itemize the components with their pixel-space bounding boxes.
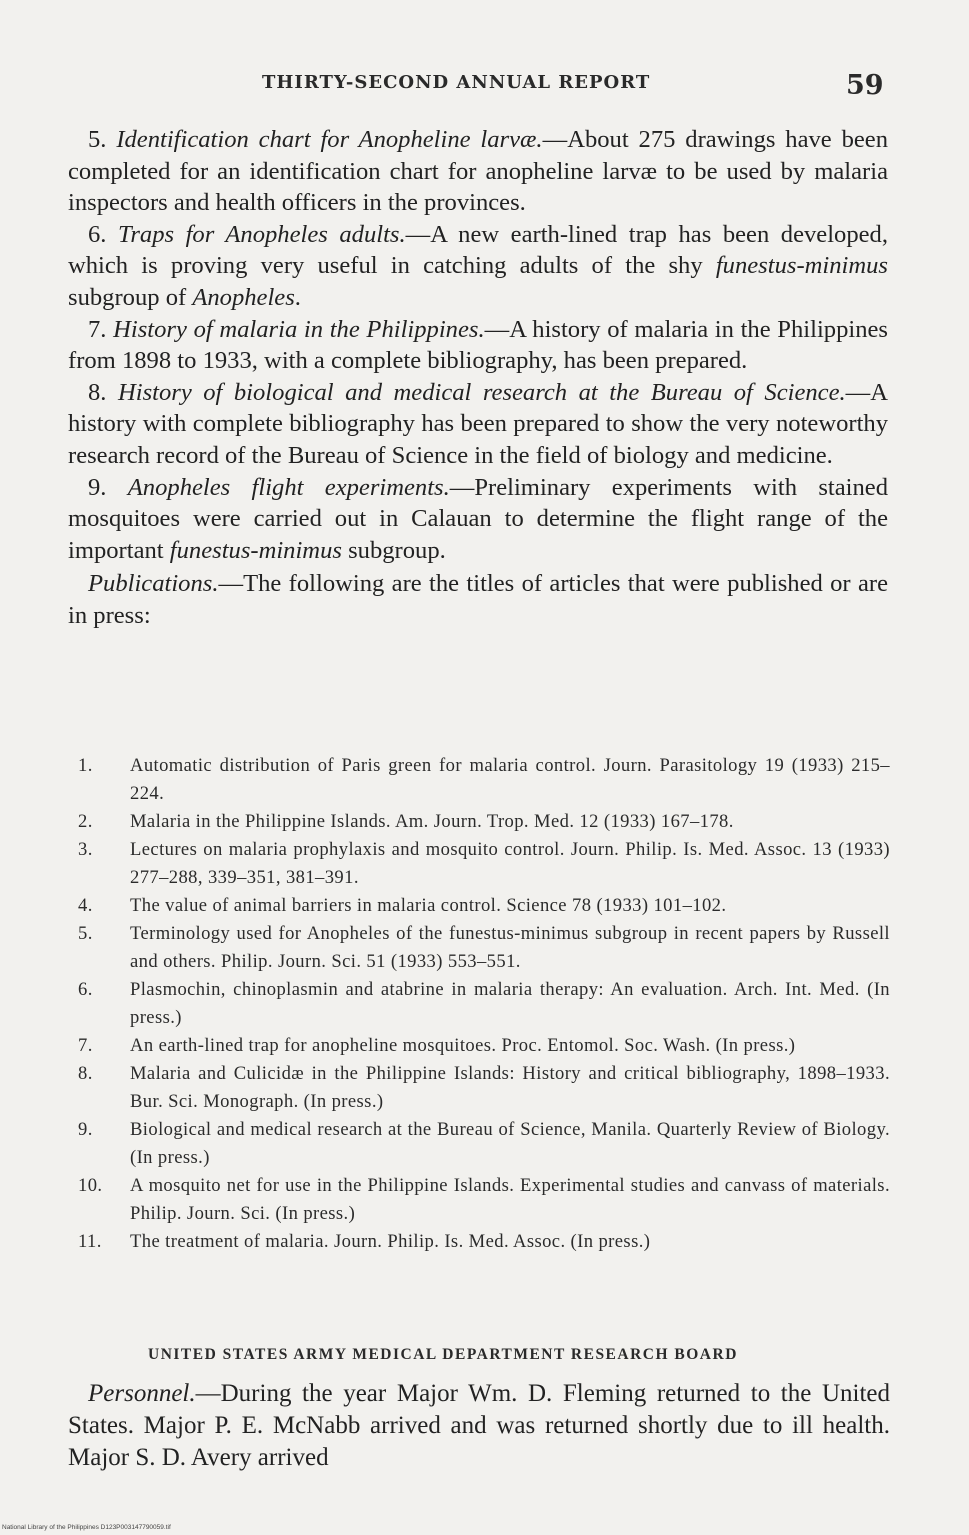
- para-number: 7.: [88, 315, 107, 343]
- para-number: 6.: [88, 220, 107, 248]
- ref-number: 7.: [78, 1035, 93, 1056]
- ref-text: Plasmochin, chinoplasmin and atabrine in malaria therapy: An evaluation. Arch. Int. Med. (In press.): [130, 979, 890, 1028]
- para-number: 9.: [88, 473, 107, 501]
- personnel-text: —During the year Major Wm. D. Fleming returned to the United States. Major P. E. McNabb arrived and was returned shortly due to ill health. Major S. D. Avery arrived: [68, 1380, 890, 1471]
- para-text: subgroup of: [68, 283, 193, 311]
- ref-text: Terminology used for Anopheles of the funestus-minimus subgroup in recent papers by Russell and others. Philip. Journ. Sci. 51 (1933) 553–551.: [130, 923, 890, 972]
- list-item: [78, 808, 890, 836]
- section-heading: UNITED STATES ARMY MEDICAL DEPARTMENT RESEARCH BOARD: [148, 1346, 738, 1363]
- ref-text: An earth-lined trap for anopheline mosquitoes. Proc. Entomol. Soc. Wash. (In press.): [130, 1035, 796, 1056]
- para-text: —A history of malaria in the Philippines from 1898 to 1933, with a complete bibliography, has been prepared.: [68, 315, 888, 375]
- ref-text: Malaria in the Philippine Islands. Am. Journ. Trop. Med. 12 (1933) 167–178.: [130, 811, 734, 832]
- ref-text: The treatment of malaria. Journ. Philip. Is. Med. Assoc. (In press.): [130, 1231, 651, 1252]
- ref-number: 11.: [78, 1231, 102, 1252]
- publications-intro: [68, 568, 888, 631]
- para-italic: funestus-minimus: [169, 536, 342, 564]
- paragraph-9: [68, 472, 888, 567]
- list-item: [78, 1228, 890, 1256]
- personnel-paragraph: [68, 1378, 890, 1474]
- para-number: 5.: [88, 126, 107, 153]
- ref-number: 9.: [78, 1119, 93, 1140]
- ref-text: Lectures on malaria prophylaxis and mosquito control. Journ. Philip. Is. Med. Assoc. 13 (1933) 277–288, 339–351, 381–391.: [130, 839, 890, 888]
- personnel-title: Personnel.: [88, 1380, 196, 1407]
- page-number: 59: [846, 70, 884, 101]
- paragraph-6: [68, 219, 888, 314]
- publications-title: Publications.: [88, 570, 219, 598]
- list-item: [78, 1032, 890, 1060]
- ref-text: Biological and medical research at the Bureau of Science, Manila. Quarterly Review of Biology. (In press.): [130, 1119, 890, 1168]
- publication-list: [78, 752, 890, 1256]
- list-item: [78, 920, 890, 976]
- list-item: [78, 1060, 890, 1116]
- ref-number: 8.: [78, 1063, 93, 1084]
- list-item: [78, 976, 890, 1032]
- para-text: —A new earth-lined trap has been developed, which is proving very useful in catching adults of the shy: [68, 220, 888, 280]
- para-italic: funestus-minimus: [715, 252, 888, 280]
- para-title: Anopheles flight experiments.: [127, 473, 450, 501]
- para-text: subgroup.: [341, 536, 446, 564]
- paragraph-5: [68, 124, 888, 219]
- scan-footer-tag: National Library of the Philippines D123P003147790059.tif: [2, 1524, 171, 1531]
- ref-text: Malaria and Culicidæ in the Philippine Islands: History and critical bibliography, 1898–1933. Bur. Sci. Monograph. (In press.): [130, 1063, 890, 1112]
- personnel-section: [68, 1378, 890, 1474]
- ref-number: 1.: [78, 755, 93, 776]
- para-title: Identification chart for Anopheline larvæ.: [116, 126, 543, 153]
- para-text: .: [294, 283, 301, 311]
- ref-number: 6.: [78, 979, 93, 1000]
- ref-number: 2.: [78, 811, 93, 832]
- para-title: History of malaria in the Philippines.: [113, 315, 485, 343]
- ref-text: Automatic distribution of Paris green for malaria control. Journ. Parasitology 19 (1933) 215–224.: [130, 755, 890, 804]
- publications-text: —The following are the titles of articles that were published or are in press:: [68, 570, 888, 629]
- ref-number: 3.: [78, 839, 93, 860]
- list-item: [78, 1116, 890, 1172]
- para-italic: Anopheles: [192, 283, 295, 311]
- paragraph-7: [68, 314, 888, 377]
- ref-number: 10.: [78, 1175, 103, 1196]
- ref-text: A mosquito net for use in the Philippine Islands. Experimental studies and canvass of materials. Philip. Journ. Sci. (In press.): [130, 1175, 890, 1224]
- para-text: —About 275 drawings have been completed for an identification chart for anopheline larvæ to be used by malaria inspectors and health officers in the provinces.: [68, 126, 888, 217]
- body-text: [68, 124, 888, 632]
- para-number: 8.: [88, 378, 107, 406]
- list-item: [78, 836, 890, 892]
- list-item: [78, 892, 890, 920]
- ref-number: 4.: [78, 895, 93, 916]
- paragraph-8: [68, 377, 888, 472]
- list-item: [78, 1172, 890, 1228]
- list-item: [78, 752, 890, 808]
- ref-number: 5.: [78, 923, 93, 944]
- para-title: History of biological and medical research at the Bureau of Science.: [117, 378, 846, 406]
- running-head: THIRTY-SECOND ANNUAL REPORT: [262, 72, 651, 93]
- para-text: —Preliminary experiments with stained mosquitoes were carried out in Calauan to determine the flight range of the important: [68, 473, 888, 564]
- para-title: Traps for Anopheles adults.: [118, 220, 406, 248]
- ref-text: The value of animal barriers in malaria control. Science 78 (1933) 101–102.: [130, 895, 727, 916]
- para-text: —A history with complete bibliography has been prepared to show the very noteworthy research record of the Bureau of Science in the field of biology and medicine.: [68, 378, 888, 469]
